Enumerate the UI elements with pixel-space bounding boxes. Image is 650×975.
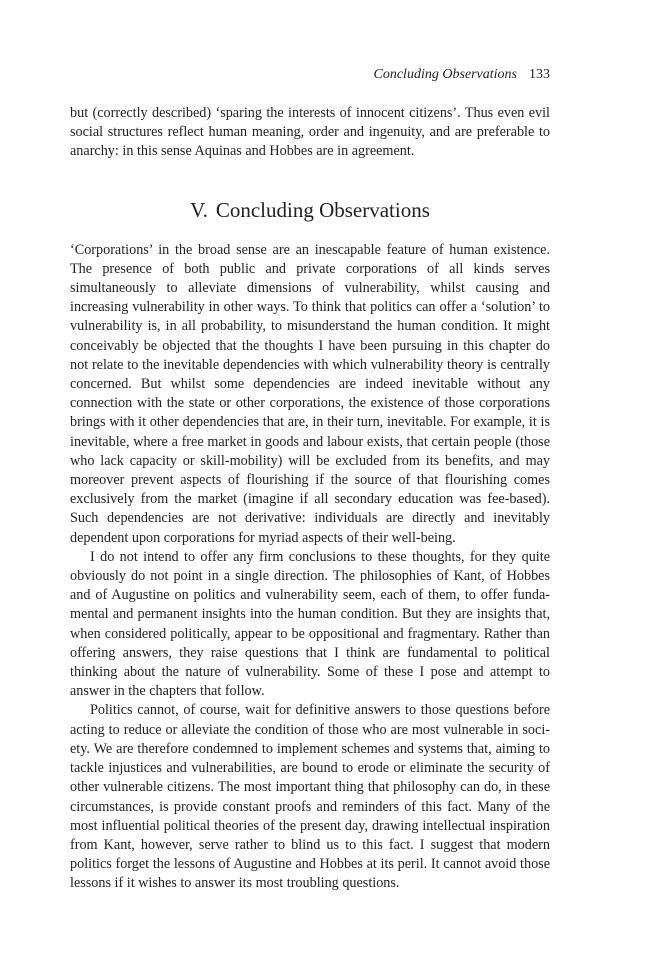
body-paragraph-2: I do not intend to offer any firm conclusions to these thoughts, for they quite obviously do not point in a single direction. The philosophies of Kant, of Hobbes and of Augustine on politics and vulnerability seem, each of them, to offer fundamental and permanent insights into the human condition. But they are insights that, when considered politically, appear to be oppositional and fragmentary. Rather than offering answers, they raise questions that I think are fundamental to political thinking about the nature of vulnerability. Some of these I pose and attempt to answer in the chapters that follow. — [70, 548, 550, 700]
running-head-title: Concluding Observations — [373, 67, 517, 82]
section-title: Concluding Observations — [215, 197, 430, 222]
page-number: 133 — [529, 67, 550, 82]
section-heading — [70, 197, 550, 223]
page-body — [70, 104, 550, 894]
body-paragraph-3: Politics cannot, of course, wait for definitive answers to those questions before acting to reduce or alleviate the condition of those who are most vulnerable in society. We are therefore condemned to implement schemes and systems that, aiming to tackle injustices and vulnerabilities, are bound to erode or eliminate the security of other vulnerable citizens. The most important thing that philosophy can do, in these circumstances, is provide constant proofs and reminders of this fact. Many of the most influential political theories of the present day, drawing intellectual inspiration from Kant, however, serve rather to blind us to this fact. I suggest that modern politics forget the lessons of Augustine and Hobbes at its peril. It cannot avoid those lessons if it wishes to answer its most troubling questions. — [70, 702, 550, 892]
body-paragraph-1: ‘Corporations’ in the broad sense are an inescapable feature of human existence. The presence of both public and private corporations of all kinds serves simultaneously to alleviate dimensions of vulnerability, whilst causing and increasing vulnerability in other ways. To think that politics can offer a ‘solution’ to vulnerability is, in all probability, to misunderstand the human condition. It might conceivably be objected that the thoughts I have been pursuing in this chapter do not relate to the inevitable dependencies with which vulnerability theory is centrally concerned. But whilst some dependencies are indeed inevitable without any connection with the state or other corporations, the existence of those corporations brings with it other dependencies that are, in their turn, inevitable. For example, it is inevitable, where a free market in goods and labour exists, that certain people (those who lack capacity or skill-mobility) will be excluded from its benefits, and may moreover prevent aspects of flourishing if the source of that flourishing comes exclusively from the market (imagine if all secondary education was fee-based). Such dependencies are not derivative: individuals are directly and inevitably dependent upon corporations for myriad aspects of their well-being. — [70, 241, 550, 546]
continuation-paragraph: but (correctly described) ‘sparing the interests of innocent citizens’. Thus even evil social structures reflect human meaning, order and ingenuity, and are preferable to anarchy: in this sense Aquinas and Hobbes are in agreement. — [70, 105, 550, 160]
running-head — [70, 66, 550, 84]
section-number: V. — [190, 197, 208, 222]
